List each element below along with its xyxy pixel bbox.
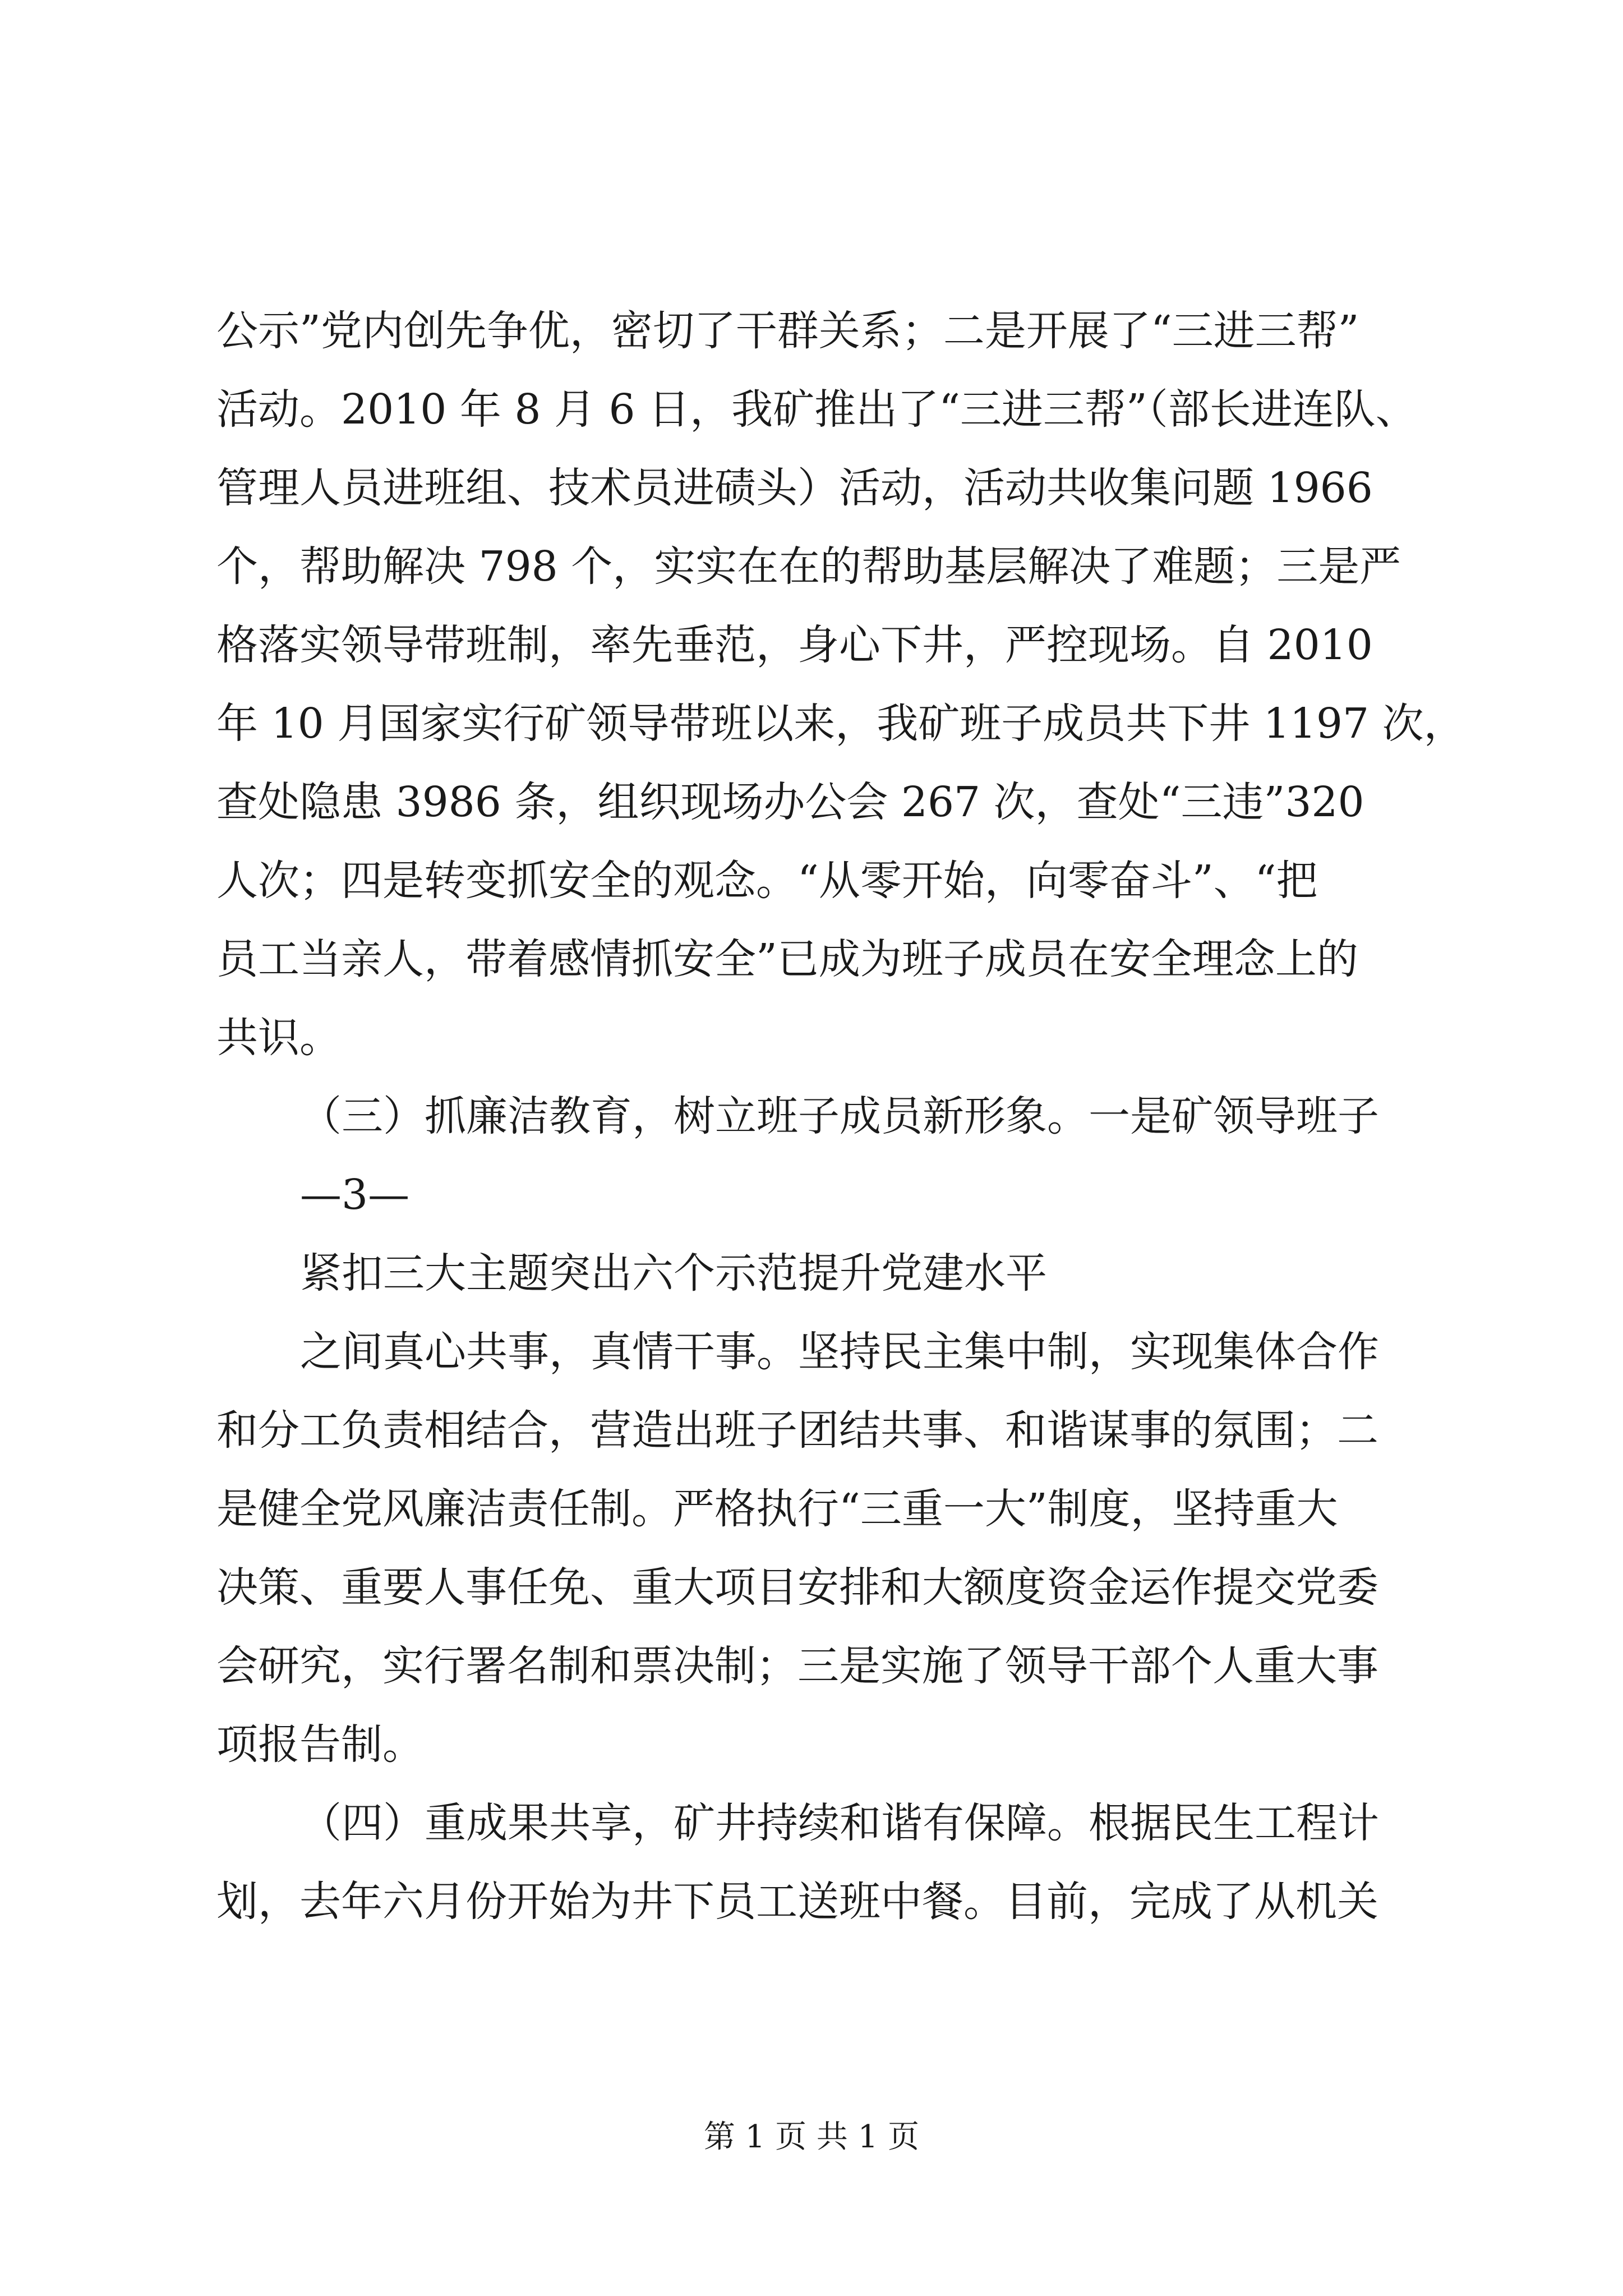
body-line: 员工当亲人，带着感情抓安全”已成为班子成员在安全理念上的 [216,935,1358,983]
body-line: 年 10 月国家实行矿领导带班以来，我矿班子成员共下井 1197 次， [216,700,1465,748]
running-title: 紧扣三大主题突出六个示范提升党建水平 [300,1249,1047,1297]
body-line: 会研究，实行署名制和票决制；三是实施了领导干部个人重大事 [216,1642,1378,1690]
body-line: 活动。2010 年 8 月 6 日，我矿推出了“三进三帮”（部长进连队、 [216,385,1417,434]
body-line: 和分工负责相结合，营造出班子团结共事、和谐谋事的氛围；二 [216,1406,1378,1455]
body-line: 之间真心共事，真情干事。坚持民主集中制，实现集体合作 [300,1328,1379,1376]
body-line: 管理人员进班组、技术员进碛头）活动，活动共收集问题 1966 [216,464,1373,512]
body-line: 人次；四是转变抓安全的观念。“从零开始，向零奋斗”、“把 [216,857,1318,905]
body-line: 划，去年六月份开始为井下员工送班中餐。目前，完成了从机关 [216,1878,1378,1926]
section-heading-line: （三）抓廉洁教育，树立班子成员新形象。一是矿领导班子 [300,1092,1379,1140]
body-line: 决策、重要人事任免、重大项目安排和大额度资金运作提交党委 [216,1563,1378,1612]
page-number-marker: —3— [300,1171,410,1219]
section-heading-line: （四）重成果共享，矿井持续和谐有保障。根据民生工程计 [300,1799,1379,1847]
body-line: 是健全党风廉洁责任制。严格执行“三重一大”制度，坚持重大 [216,1485,1338,1533]
body-line: 格落实领导带班制，率先垂范，身心下井，严控现场。自 2010 [216,621,1373,669]
page-footer: 第 1 页 共 1 页 [703,2119,920,2155]
body-line: 共识。 [216,1014,341,1062]
body-line: 项报告制。 [216,1720,424,1769]
body-line: 查处隐患 3986 条，组织现场办公会 267 次，查处“三违”320 [216,778,1364,826]
body-line: 个，帮助解决 798 个，实实在在的帮助基层解决了难题；三是严 [216,542,1401,591]
body-line: 公示”党内创先争优，密切了干群关系；二是开展了“三进三帮” [216,307,1359,355]
